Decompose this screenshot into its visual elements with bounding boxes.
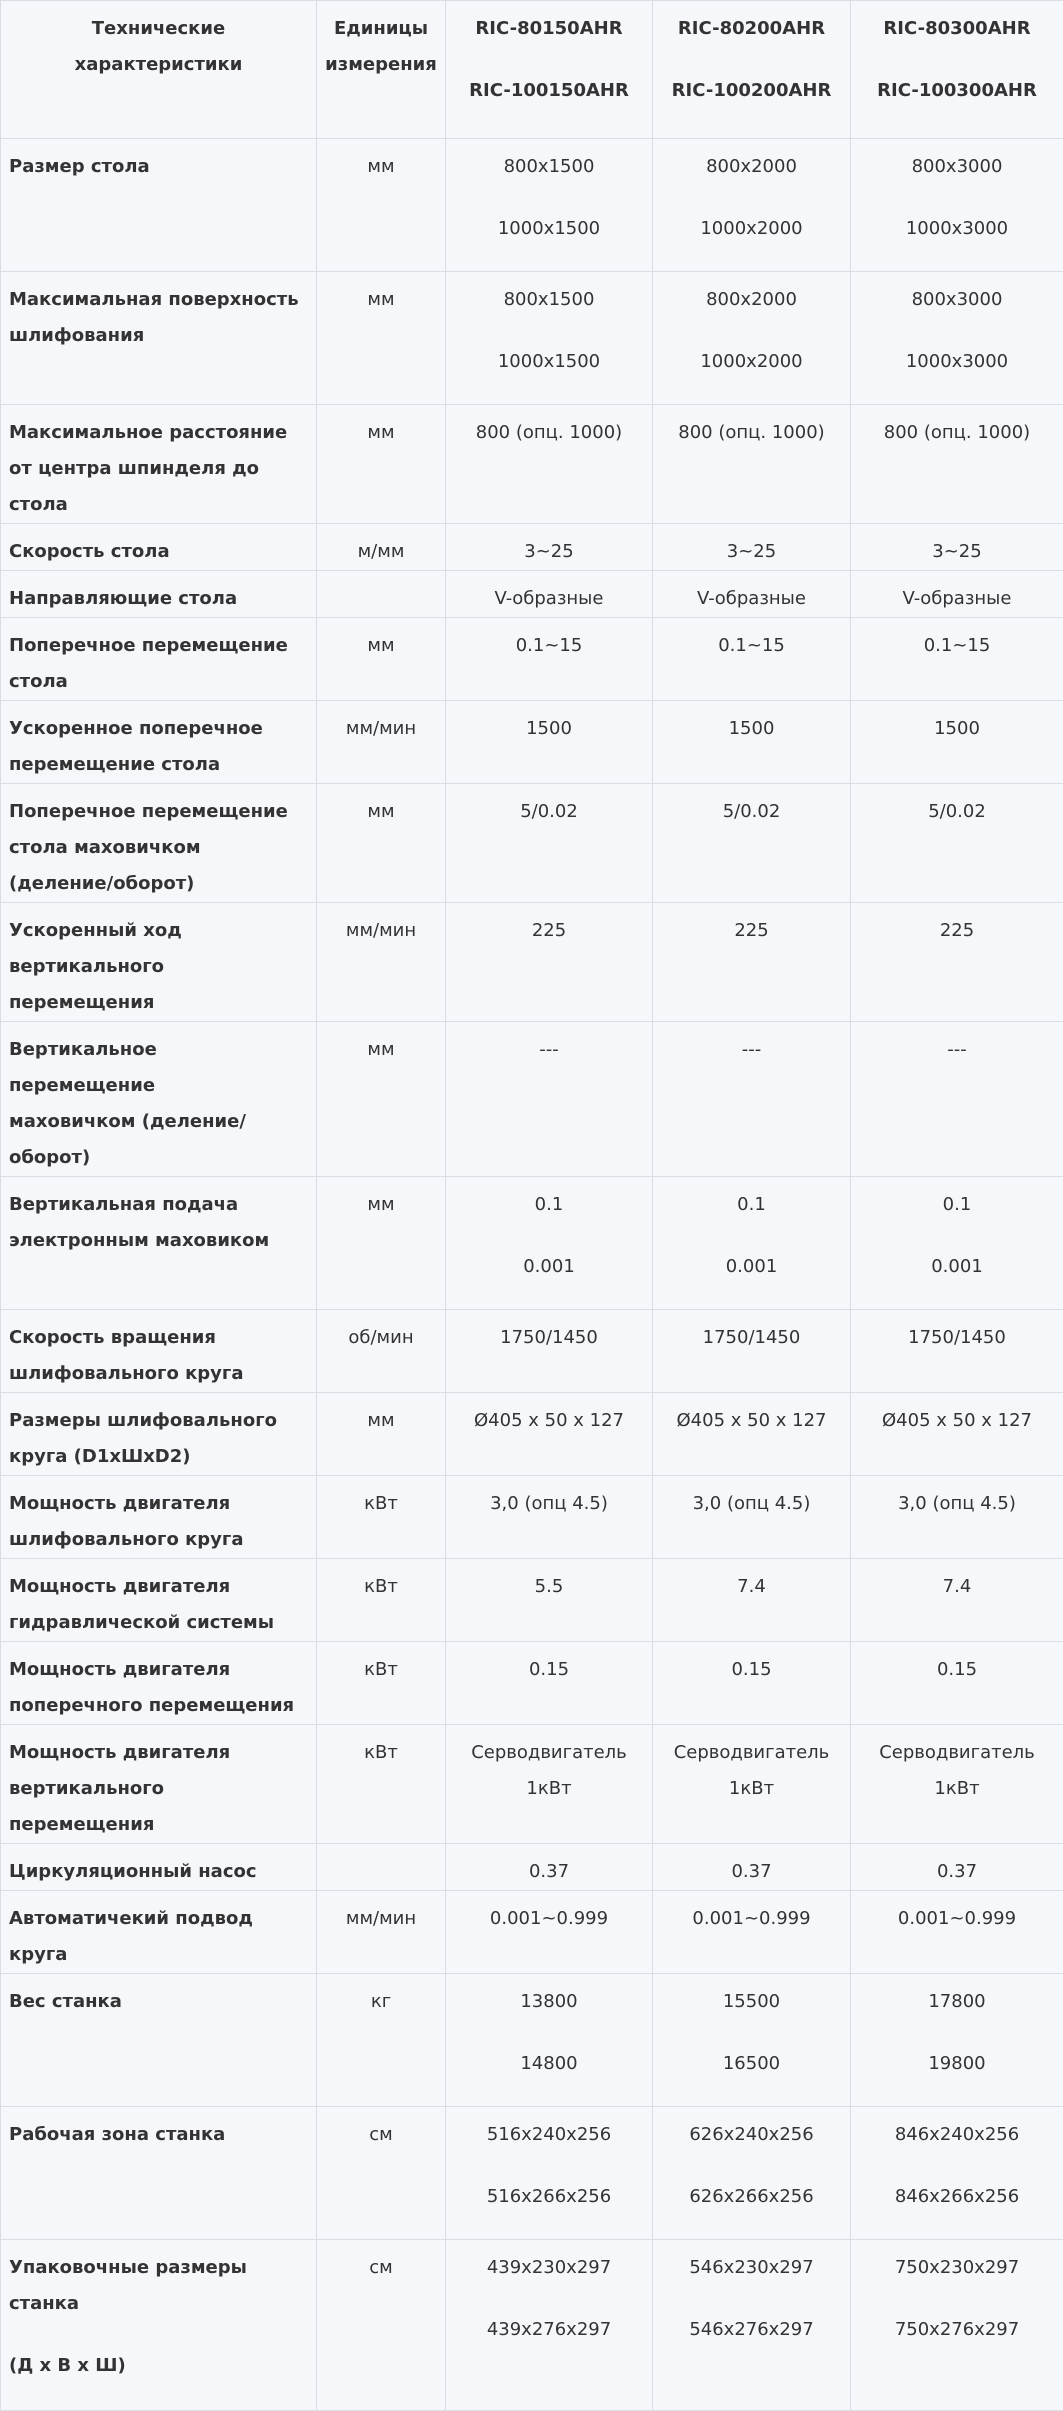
unit-cell: мм/мин — [317, 701, 446, 784]
param-name: Ускоренное поперечное перемещение стола — [1, 701, 317, 784]
unit-cell: кВт — [317, 1725, 446, 1844]
spec-row-cross-motor — [1, 1642, 1063, 1725]
value-cell: 5.5 — [446, 1559, 653, 1642]
value-cell: Серводвигатель 1кВт — [851, 1725, 1063, 1844]
param-name: Упаковочные размеры станка (Д х В х Ш) — [1, 2240, 317, 2411]
unit-cell: м/мм — [317, 524, 446, 571]
value-cell: Ø405 x 50 x 127 — [851, 1393, 1063, 1476]
param-name: Вертикальная подача электронным маховиком — [1, 1177, 317, 1310]
unit-cell: мм — [317, 405, 446, 524]
spec-row-packing-dimensions — [1, 2240, 1063, 2411]
spec-row-electronic-feed — [1, 1177, 1063, 1310]
header-units: Единицы измерения — [317, 1, 446, 139]
header-model-3: RIC-80300AHR RIC-100300AHR — [851, 1, 1063, 139]
value-cell: 0.15 — [653, 1642, 851, 1725]
value-cell: 800x2000 1000x2000 — [653, 139, 851, 272]
value-cell: 0.37 — [851, 1844, 1063, 1891]
value-cell: Серводвигатель 1кВт — [653, 1725, 851, 1844]
value-cell: 0.15 — [446, 1642, 653, 1725]
unit-cell: мм/мин — [317, 903, 446, 1022]
value-cell: --- — [851, 1022, 1063, 1177]
param-name: Максимальное расстояние от центра шпинделя до стола — [1, 405, 317, 524]
value-cell: 13800 14800 — [446, 1974, 653, 2107]
unit-cell: мм — [317, 272, 446, 405]
unit-cell: см — [317, 2107, 446, 2240]
value-cell: 800x1500 1000x1500 — [446, 139, 653, 272]
spec-row-work-area — [1, 2107, 1063, 2240]
value-cell: 3~25 — [446, 524, 653, 571]
value-cell: 0.001~0.999 — [446, 1891, 653, 1974]
param-name: Скорость стола — [1, 524, 317, 571]
unit-cell: мм — [317, 1177, 446, 1310]
value-cell: 800x3000 1000x3000 — [851, 139, 1063, 272]
value-cell: 0.15 — [851, 1642, 1063, 1725]
param-name: Циркуляционный насос — [1, 1844, 317, 1891]
value-cell: V-образные — [653, 571, 851, 618]
value-cell: 0.1~15 — [851, 618, 1063, 701]
spec-row-wheel-speed — [1, 1310, 1063, 1393]
value-cell: 17800 19800 — [851, 1974, 1063, 2107]
spec-row-table-guides — [1, 571, 1063, 618]
value-cell: --- — [653, 1022, 851, 1177]
value-cell: 800 (опц. 1000) — [653, 405, 851, 524]
param-name: Мощность двигателя шлифовального круга — [1, 1476, 317, 1559]
value-cell: 800x3000 1000x3000 — [851, 272, 1063, 405]
unit-cell: мм — [317, 1022, 446, 1177]
value-cell: 0.1~15 — [446, 618, 653, 701]
value-cell: 750x230x297 750x276x297 — [851, 2240, 1063, 2411]
param-name: Автоматичекий подвод круга — [1, 1891, 317, 1974]
spec-row-cross-travel — [1, 618, 1063, 701]
header-model-2: RIC-80200AHR RIC-100200AHR — [653, 1, 851, 139]
value-cell: 5/0.02 — [653, 784, 851, 903]
unit-cell — [317, 1844, 446, 1891]
header-row — [1, 1, 1063, 139]
unit-cell: об/мин — [317, 1310, 446, 1393]
value-cell: 225 — [653, 903, 851, 1022]
param-name: Мощность двигателя вертикального перемещения — [1, 1725, 317, 1844]
header-model-1: RIC-80150AHR RIC-100150AHR — [446, 1, 653, 139]
value-cell: 800x2000 1000x2000 — [653, 272, 851, 405]
spec-row-vertical-handwheel — [1, 1022, 1063, 1177]
spec-row-vertical-motor — [1, 1725, 1063, 1844]
value-cell: 3~25 — [653, 524, 851, 571]
spec-row-rapid-vertical — [1, 903, 1063, 1022]
spec-row-table-size — [1, 139, 1063, 272]
unit-cell: см — [317, 2240, 446, 2411]
spec-row-wheel-motor — [1, 1476, 1063, 1559]
value-cell: V-образные — [446, 571, 653, 618]
spec-row-wheel-dimensions — [1, 1393, 1063, 1476]
param-name: Размеры шлифовального круга (D1xШxD2) — [1, 1393, 317, 1476]
param-name: Ускоренный ход вертикального перемещения — [1, 903, 317, 1022]
spec-row-table-speed — [1, 524, 1063, 571]
spec-row-grinding-surface — [1, 272, 1063, 405]
value-cell: 516x240x256 516x266x256 — [446, 2107, 653, 2240]
value-cell: 0.1 0.001 — [653, 1177, 851, 1310]
value-cell: 3,0 (опц 4.5) — [653, 1476, 851, 1559]
value-cell: 1750/1450 — [851, 1310, 1063, 1393]
value-cell: 7.4 — [653, 1559, 851, 1642]
unit-cell: мм — [317, 1393, 446, 1476]
spec-row-machine-weight — [1, 1974, 1063, 2107]
value-cell: 5/0.02 — [446, 784, 653, 903]
param-name: Максимальная поверхность шлифования — [1, 272, 317, 405]
spec-row-auto-infeed — [1, 1891, 1063, 1974]
value-cell: 1500 — [851, 701, 1063, 784]
unit-cell: кВт — [317, 1559, 446, 1642]
value-cell: Серводвигатель 1кВт — [446, 1725, 653, 1844]
spec-row-spindle-distance — [1, 405, 1063, 524]
unit-cell: мм — [317, 784, 446, 903]
header-characteristics: Технические характеристики — [1, 1, 317, 139]
spec-row-hydraulic-motor — [1, 1559, 1063, 1642]
param-name: Поперечное перемещение стола маховичком (деление/оборот) — [1, 784, 317, 903]
value-cell: 5/0.02 — [851, 784, 1063, 903]
value-cell: 0.37 — [446, 1844, 653, 1891]
spec-row-rapid-cross-travel — [1, 701, 1063, 784]
value-cell: 846x240x256 846x266x256 — [851, 2107, 1063, 2240]
unit-cell: кг — [317, 1974, 446, 2107]
value-cell: 800x1500 1000x1500 — [446, 272, 653, 405]
unit-cell: кВт — [317, 1642, 446, 1725]
value-cell: 225 — [446, 903, 653, 1022]
value-cell: 800 (опц. 1000) — [851, 405, 1063, 524]
value-cell: 800 (опц. 1000) — [446, 405, 653, 524]
unit-cell: мм/мин — [317, 1891, 446, 1974]
value-cell: --- — [446, 1022, 653, 1177]
unit-cell: мм — [317, 139, 446, 272]
param-name: Размер стола — [1, 139, 317, 272]
unit-cell: кВт — [317, 1476, 446, 1559]
spec-row-cross-handwheel — [1, 784, 1063, 903]
value-cell: 0.1 0.001 — [446, 1177, 653, 1310]
value-cell: 1750/1450 — [446, 1310, 653, 1393]
value-cell: 0.1 0.001 — [851, 1177, 1063, 1310]
unit-cell: мм — [317, 618, 446, 701]
value-cell: 439x230x297 439x276x297 — [446, 2240, 653, 2411]
value-cell: Ø405 x 50 x 127 — [653, 1393, 851, 1476]
value-cell: 0.1~15 — [653, 618, 851, 701]
param-name: Скорость вращения шлифовального круга — [1, 1310, 317, 1393]
param-name: Вес станка — [1, 1974, 317, 2107]
value-cell: 546x230x297 546x276x297 — [653, 2240, 851, 2411]
value-cell: 15500 16500 — [653, 1974, 851, 2107]
value-cell: 0.37 — [653, 1844, 851, 1891]
value-cell: 1500 — [446, 701, 653, 784]
value-cell: Ø405 x 50 x 127 — [446, 1393, 653, 1476]
param-name: Направляющие стола — [1, 571, 317, 618]
param-name: Поперечное перемещение стола — [1, 618, 317, 701]
value-cell: 1750/1450 — [653, 1310, 851, 1393]
value-cell: V-образные — [851, 571, 1063, 618]
value-cell: 225 — [851, 903, 1063, 1022]
value-cell: 0.001~0.999 — [653, 1891, 851, 1974]
value-cell: 1500 — [653, 701, 851, 784]
value-cell: 3~25 — [851, 524, 1063, 571]
param-name: Рабочая зона станка — [1, 2107, 317, 2240]
value-cell: 7.4 — [851, 1559, 1063, 1642]
unit-cell — [317, 571, 446, 618]
param-name: Мощность двигателя поперечного перемещения — [1, 1642, 317, 1725]
spec-row-circulation-pump — [1, 1844, 1063, 1891]
param-name: Вертикальное перемещение маховичком (деление/ оборот) — [1, 1022, 317, 1177]
param-name: Мощность двигателя гидравлической системы — [1, 1559, 317, 1642]
value-cell: 3,0 (опц 4.5) — [446, 1476, 653, 1559]
value-cell: 3,0 (опц 4.5) — [851, 1476, 1063, 1559]
value-cell: 0.001~0.999 — [851, 1891, 1063, 1974]
value-cell: 626x240x256 626x266x256 — [653, 2107, 851, 2240]
